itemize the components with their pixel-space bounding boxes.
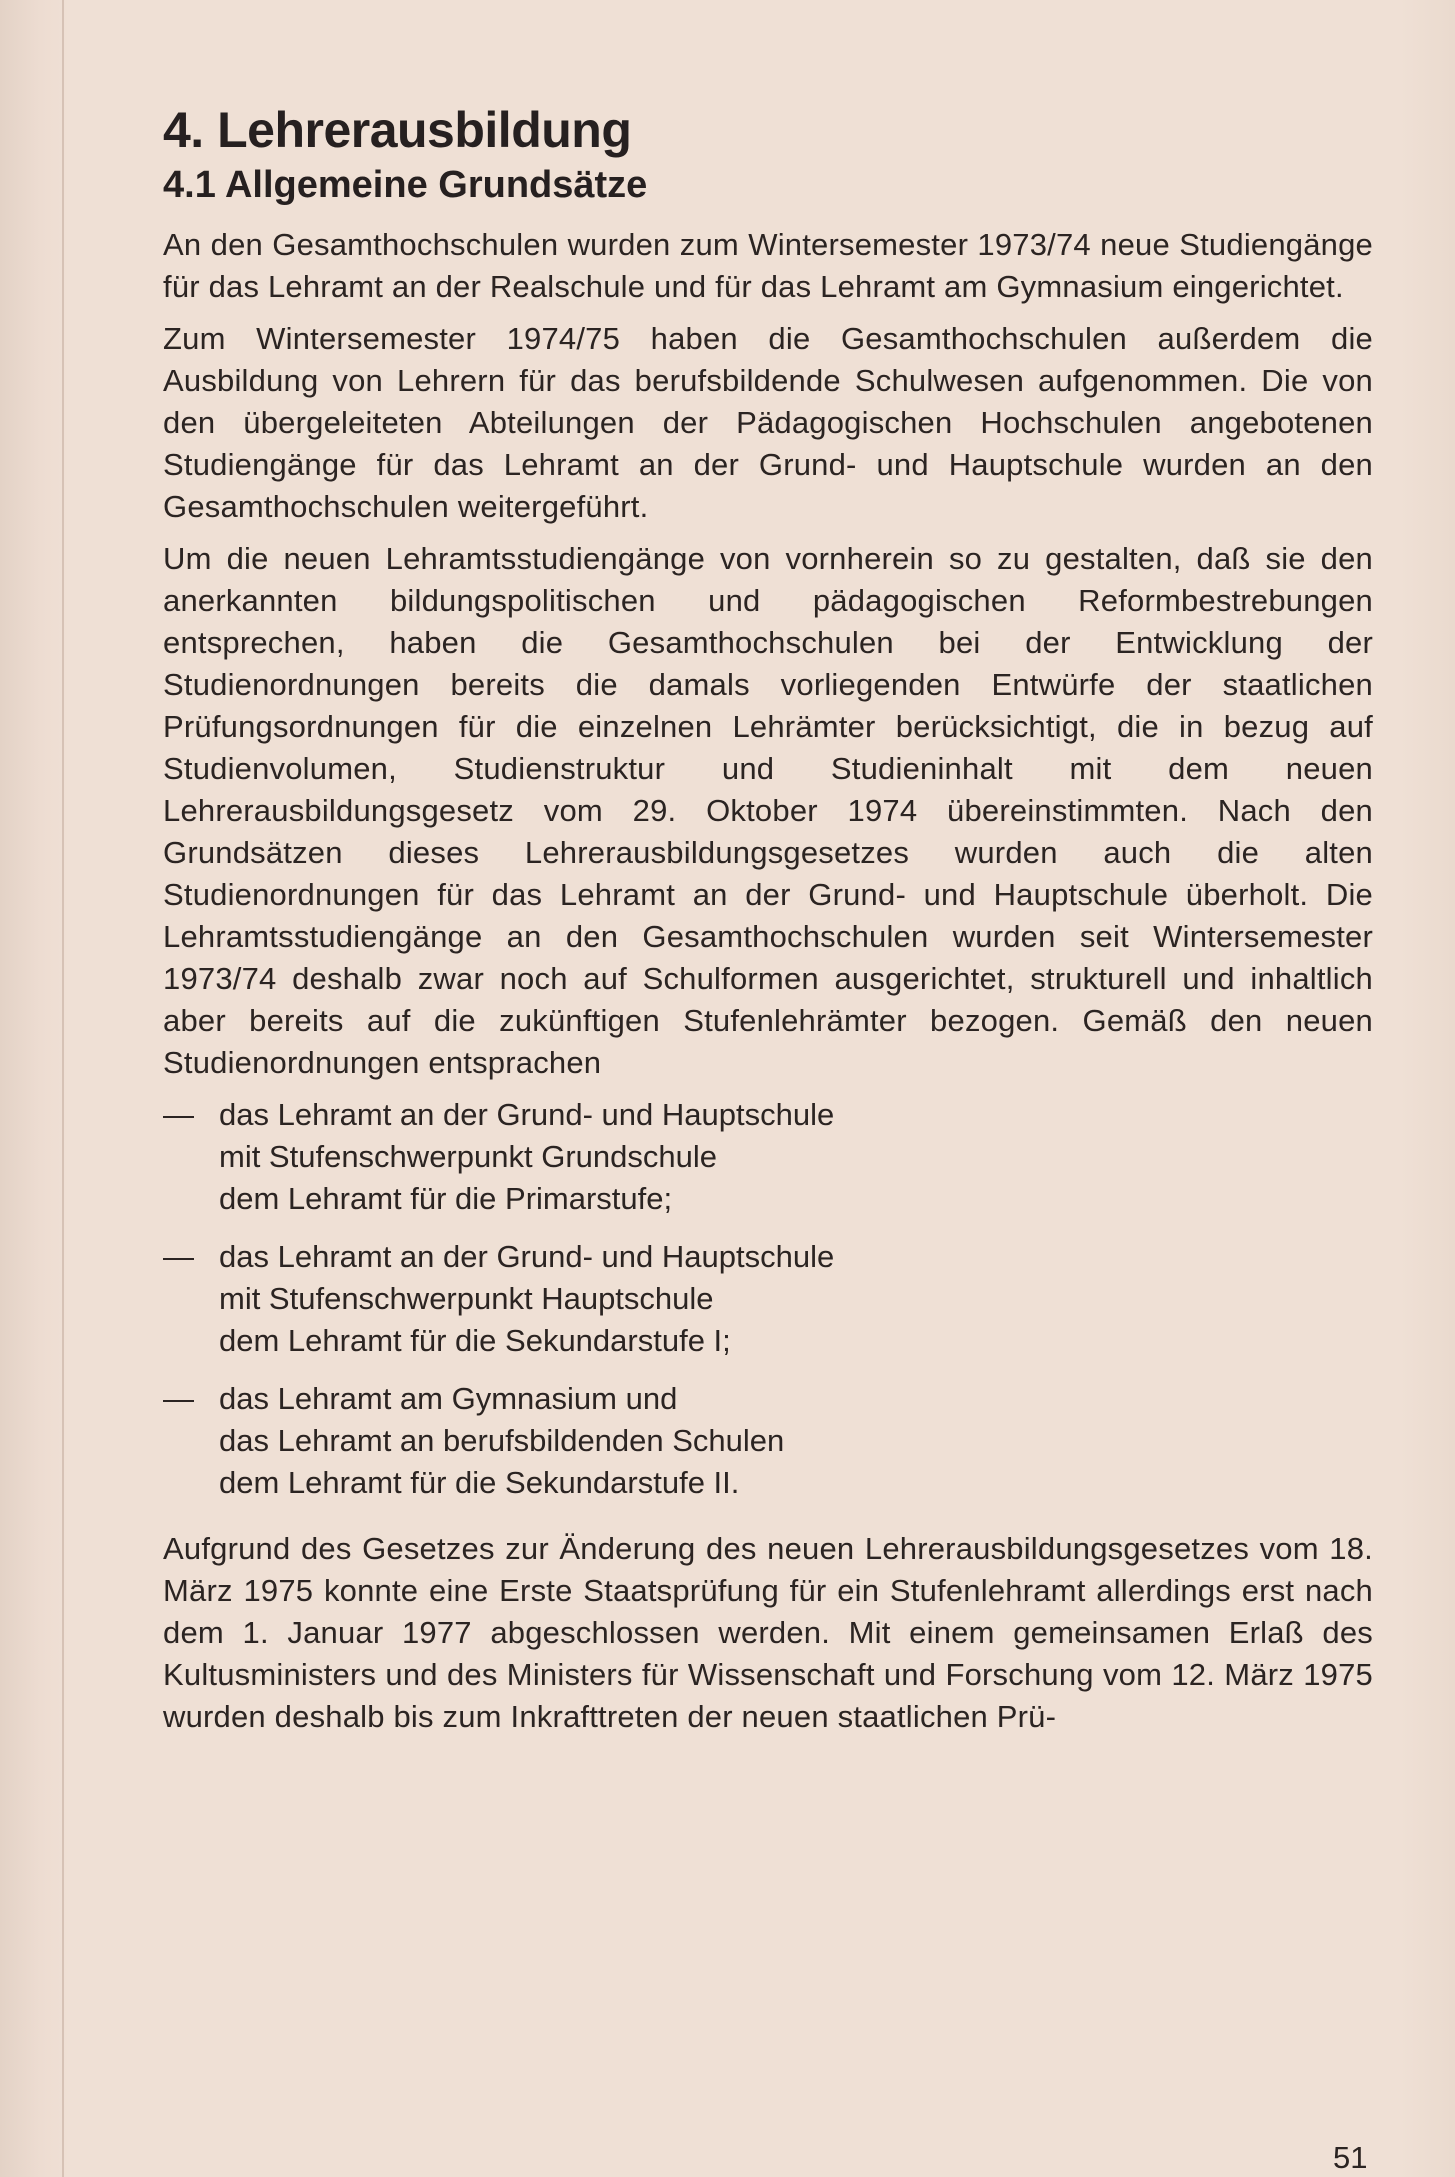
list-line: mit Stufenschwerpunkt Grundschule: [219, 1139, 717, 1174]
paragraph-gesetzesaenderung: Aufgrund des Gesetzes zur Änderung des neuen Lehrerausbildungsgesetzes vom 18. März 1975 konnte eine Erste Staatsprüfung für ein Stufenlehramt allerdings erst nach dem 1. Januar 1977 abgeschlossen werden. Mit einem gemeinsamen Erlaß des Kultusministers und des Ministers für Wissenschaft und Forschung vom 12. März 1975 wurden deshalb bis zum Inkrafttreten der neuen staatlichen Prü-: [163, 1531, 1373, 1734]
list-line: das Lehramt am Gymnasium und: [219, 1381, 678, 1416]
dash-bullet: —: [163, 1097, 194, 1132]
section-title: 4.1 Allgemeine Grundsätze: [163, 164, 648, 206]
chapter-title: 4. Lehrerausbildung: [163, 102, 632, 158]
list-line: dem Lehramt für die Sekundarstufe II.: [219, 1465, 740, 1500]
lehramt-list: [163, 1094, 1373, 1504]
list-item: [163, 1236, 1373, 1362]
paragraph-berufsbildend: Zum Wintersemester 1974/75 haben die Gesamthochschulen außerdem die Ausbildung von Lehrern für das berufsbildende Schulwesen aufgenommen. Die von den übergeleiteten Abteilungen der Pädagogischen Hochschulen angebotenen Studiengänge für das Lehramt an der Grund- und Hauptschule wurden an den Gesamthochschulen weitergeführt.: [163, 321, 1373, 524]
paragraph-studienordnungen: Um die neuen Lehramtsstudiengänge von vornherein so zu gestalten, daß sie den anerkannten bildungspolitischen und pädagogischen Reformbestrebungen entsprechen, haben die Gesamthochschulen bei der Entwicklung der Studienordnungen bereits die damals vorliegenden Entwürfe der staatlichen Prüfungsordnungen für die einzelnen Lehrämter berücksichtigt, die in bezug auf Studienvolumen, Studienstruktur und Studieninhalt mit dem neuen Lehrerausbildungsgesetz vom 29. Oktober 1974 übereinstimmten. Nach den Grundsätzen dieses Lehrerausbildungsgesetzes wurden auch die alten Studienordnungen für das Lehramt an der Grund- und Hauptschule überholt. Die Lehramtsstudiengänge an den Gesamthochschulen wurden seit Wintersemester 1973/74 deshalb zwar noch auf Schulformen ausgerichtet, strukturell und inhaltlich aber bereits auf die zukünftigen Stufenlehrämter bezogen. Gemäß den neuen Studienordnungen entsprachen: [163, 541, 1373, 1080]
page-content: [163, 100, 1373, 1748]
list-line: das Lehramt an der Grund- und Hauptschule: [219, 1097, 835, 1132]
dash-bullet: —: [163, 1381, 194, 1416]
list-line: das Lehramt an der Grund- und Hauptschule: [219, 1239, 835, 1274]
list-item: [163, 1094, 1373, 1220]
list-line: das Lehramt an berufsbildenden Schulen: [219, 1423, 785, 1458]
dash-bullet: —: [163, 1239, 194, 1274]
page-spine-edge: [62, 0, 64, 2177]
page-number: 51: [1333, 2140, 1368, 2175]
list-line: dem Lehramt für die Sekundarstufe I;: [219, 1323, 731, 1358]
list-item: [163, 1378, 1373, 1504]
list-line: mit Stufenschwerpunkt Hauptschule: [219, 1281, 714, 1316]
paragraph-intro: An den Gesamthochschulen wurden zum Wintersemester 1973/74 neue Studiengänge für das Lehramt an der Realschule und für das Lehramt am Gymnasium eingerichtet.: [163, 227, 1373, 304]
list-line: dem Lehramt für die Primarstufe;: [219, 1181, 673, 1216]
